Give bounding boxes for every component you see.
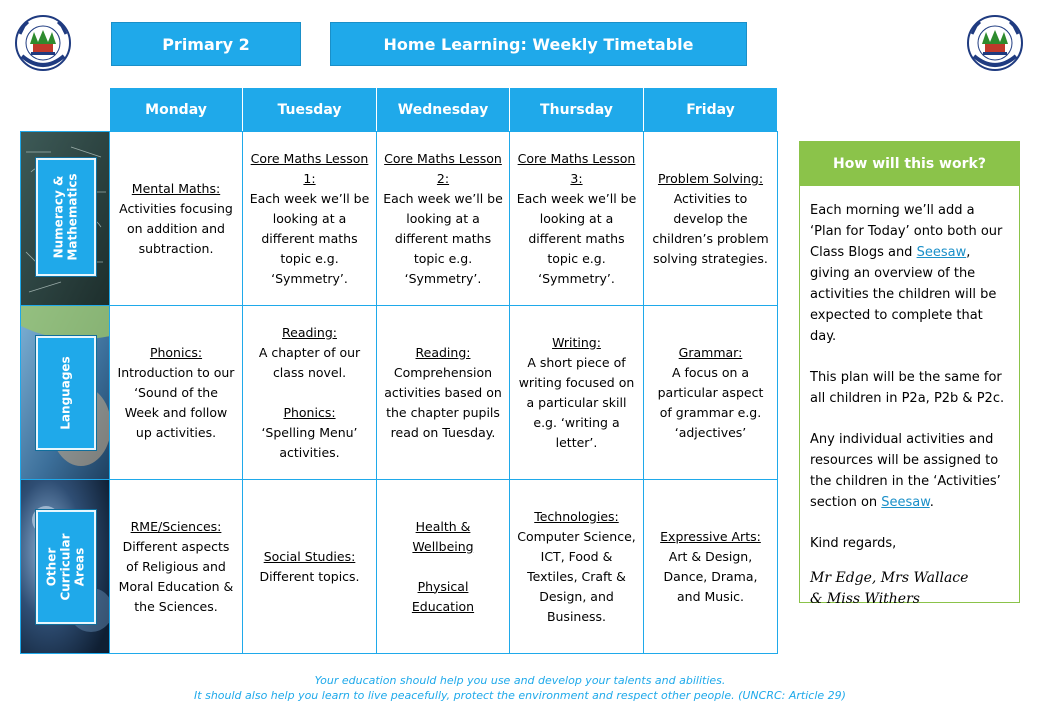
footer-line-1: Your education should help you use and develop your talents and abilities. <box>314 674 726 687</box>
row-label-languages <box>36 336 96 450</box>
cell-title: Problem Solving: <box>657 170 764 186</box>
cell-languages-monday <box>110 306 243 480</box>
cell-title: Core Maths Lesson 1: <box>250 150 369 186</box>
cell-text: Each week we’ll be looking at a different maths topic e.g. ‘Symmetry’. <box>383 190 503 286</box>
info-panel-title: How will this work? <box>800 142 1019 186</box>
info-paragraph-1 <box>810 200 1009 347</box>
cell-text: A short piece of writing focused on a particular skill e.g. ‘writing a letter’. <box>518 354 635 450</box>
cell-numeracy-friday <box>644 132 778 306</box>
info-panel-body <box>800 186 1019 610</box>
school-logo-right <box>966 14 1024 72</box>
cell-title: Phonics: <box>283 404 336 420</box>
cell-text: Activities to develop the children’s problem solving strategies. <box>652 190 769 266</box>
row-label-numeracy <box>36 158 96 276</box>
cell-other-tuesday <box>243 480 377 654</box>
info-text: . <box>929 495 934 510</box>
cell-title: Core Maths Lesson 3: <box>517 150 636 186</box>
cell-title: Grammar: <box>678 344 743 360</box>
cell-text: Different topics. <box>259 568 360 584</box>
cell-text: Introduction to our ‘Sound of the Week and follow up activities. <box>117 364 235 440</box>
cell-languages-friday <box>644 306 778 480</box>
row-label-numeracy-text: Numeracy & Mathematics <box>52 173 81 261</box>
row-label-languages-text: Languages <box>59 356 74 430</box>
cell-title: Health & Wellbeing <box>412 518 474 554</box>
cell-numeracy-wednesday <box>377 132 510 306</box>
cell-text: Each week we’ll be looking at a different maths topic e.g. ‘Symmetry’. <box>249 190 370 286</box>
cell-other-monday <box>110 480 243 654</box>
info-paragraph-3 <box>810 429 1009 513</box>
cell-numeracy-thursday <box>510 132 644 306</box>
footer-line-2: It should also help you learn to live peacefully, protect the environment and respect other people. (UNCRC: Article 29) <box>194 689 846 702</box>
cell-other-friday <box>644 480 778 654</box>
row-label-other-text: Other Curricular Areas <box>45 533 87 601</box>
row-label-other <box>36 510 96 624</box>
day-header-friday: Friday <box>644 88 778 132</box>
cell-text: Computer Science, ICT, Food & Textiles, Craft & Design, and Business. <box>517 528 636 624</box>
cell-text: ‘Spelling Menu’ activities. <box>261 424 358 460</box>
info-text: Any individual activities and resources will be assigned to the children in the ‘Activities’ section on <box>810 432 1001 510</box>
timetable <box>20 87 778 654</box>
cell-title: Social Studies: <box>263 548 356 564</box>
cell-text: Each week we’ll be looking at a different maths topic e.g. ‘Symmetry’. <box>516 190 637 286</box>
signature-line-1: Mr Edge, Mrs Wallace <box>810 570 969 586</box>
seesaw-link[interactable]: Seesaw <box>881 495 930 510</box>
signature-line-2: & Miss Withers <box>810 591 920 607</box>
cell-text: Different aspects of Religious and Moral Education & the Sciences. <box>118 538 234 614</box>
info-text: , giving an overview of the activities the children will be expected to complete that day. <box>810 245 997 344</box>
info-paragraph-2: This plan will be the same for all children in P2a, P2b & P2c. <box>810 370 1005 406</box>
cell-title: Technologies: <box>534 508 619 524</box>
cell-title: Writing: <box>552 334 601 350</box>
cell-text: A focus on a particular aspect of grammar e.g. ‘adjectives’ <box>657 364 764 440</box>
row-header-languages <box>21 306 110 480</box>
info-panel <box>799 141 1020 607</box>
day-header-tuesday: Tuesday <box>243 88 377 132</box>
cell-other-wednesday <box>377 480 510 654</box>
cell-title: Expressive Arts: <box>660 528 761 544</box>
cell-title: Mental Maths: <box>131 180 221 196</box>
day-header-monday: Monday <box>110 88 243 132</box>
day-header-thursday: Thursday <box>510 88 644 132</box>
cell-languages-thursday <box>510 306 644 480</box>
row-header-numeracy <box>21 132 110 306</box>
cell-title: Reading: <box>415 344 471 360</box>
cell-languages-tuesday <box>243 306 377 480</box>
cell-other-thursday <box>510 480 644 654</box>
cell-title: Physical Education <box>411 578 475 614</box>
info-text: Each morning we’ll add a ‘Plan for Today’ onto both our Class Blogs and <box>810 203 1003 260</box>
page-title: Home Learning: Weekly Timetable <box>330 22 747 66</box>
cell-languages-wednesday <box>377 306 510 480</box>
closing-text: Kind regards, <box>810 536 897 551</box>
cell-text: Comprehension activities based on the chapter pupils read on Tuesday. <box>384 364 502 440</box>
cell-text: A chapter of our class novel. <box>258 344 361 380</box>
cell-numeracy-monday <box>110 132 243 306</box>
cell-title: RME/Sciences: <box>130 518 222 534</box>
row-header-other <box>21 480 110 654</box>
class-label: Primary 2 <box>111 22 301 66</box>
cell-numeracy-tuesday <box>243 132 377 306</box>
cell-title: Core Maths Lesson 2: <box>384 150 502 186</box>
day-header-wednesday: Wednesday <box>377 88 510 132</box>
cell-title: Reading: <box>282 324 337 340</box>
school-logo-left <box>14 14 72 72</box>
cell-title: Phonics: <box>149 344 203 360</box>
cell-text: Activities focusing on addition and subtraction. <box>119 200 233 256</box>
cell-text: Art & Design, Dance, Drama, and Music. <box>663 548 758 604</box>
seesaw-link[interactable]: Seesaw <box>916 245 967 260</box>
table-corner <box>21 88 110 132</box>
